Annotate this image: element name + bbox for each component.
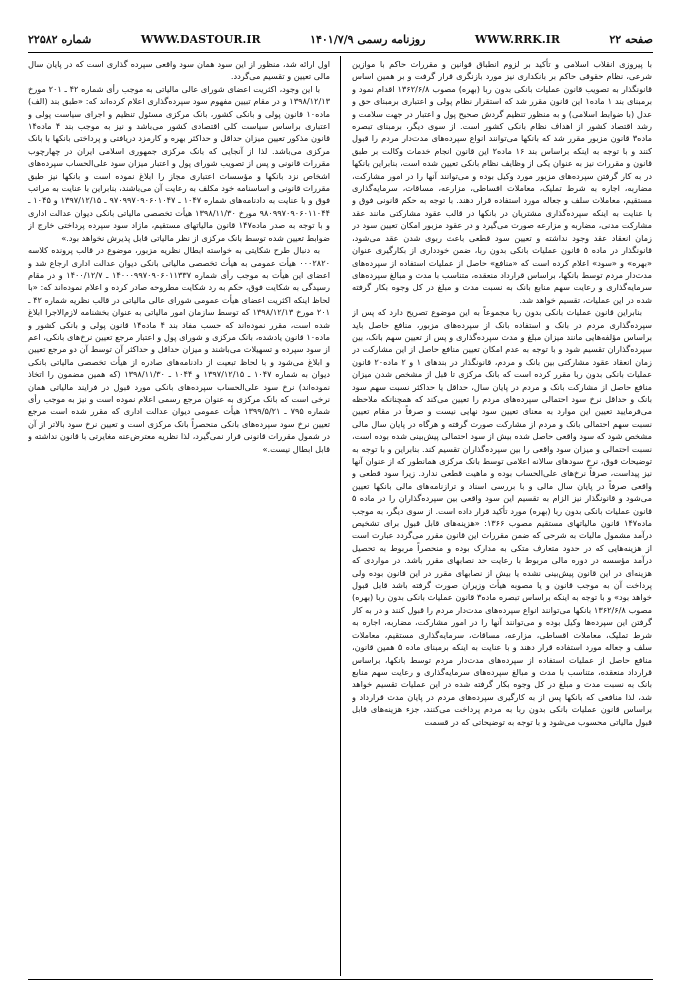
- page-header: [28, 28, 653, 50]
- paragraph: با این وجود، اکثریت اعضای شورای عالی مالیاتی به موجب رأی شماره ۴۲ ـ ۲۰۱ مورخ ۱۳۹۸/۱۲/۱۳ و در مقام تبیین مفهوم سود سپرده‌گذاری اعلام کرده‌اند که: «طبق بند (الف) ماده۱۰ قانون پولی و بانکی کشور، بانک مرکزی مسئول تنظیم و اجرای سیاست پولی و اعتباری براساس سیاست کلی اقتصادی کشور می‌باشد و نیز به موجب بند ۴ ماده۱۴ قانون مذکور تعیین میزان حداقل و حداکثر بهره و کارمزد دریافتی و پرداختی بانکها با بانک مرکزی می‌باشد. لذا از آنجایی که بانک مرکزی جمهوری اسلامی ایران در چهارچوب مقررات قانونی و پس از تصویب شورای پول و اعتبار میزان سود علی‌الحساب سپرده‌های اشخاص نزد بانکها و مؤسسات اعتباری مجاز را ابلاغ نموده است و بانکها نیز طبق مقررات قانونی و اساسنامه خود مکلف به رعایت آن می‌باشند، بنابراین با عنایت به مراتب فوق و با عنایت به دادنامه‌های شماره ۱۰۴۷ ـ ۹۷۰۹۹۷۰۹۰۶۰۱۰۴۷ ـ ۱۳۹۷/۱۲/۱۵ و ۱۰۴۵ ـ ۹۸۰۹۹۷۰۹۰۶۰۱۱۰۴۴ مورخ ۱۳۹۸/۱۱/۳۰ هیأت تخصصی مالیاتی بانکی دیوان عدالت اداری و با توجه به صدر ماده۱۴۷ قانون مالیاتهای مستقیم، مازاد سود سپرده پرداختی خارج از ضوابط تعیین شده توسط بانک مرکزی از نظر مالیاتی قابل پذیرش نخواهد بود.»: [28, 83, 330, 243]
- site-link-right[interactable]: WWW.RRK.IR: [474, 32, 560, 46]
- paragraph: به دنبال طرح شکایتی به خواسته ابطال نظریه مزبور، موضوع در قالب پرونده کلاسه ۰۰۰۲۸۲۰ هیأت عمومی به هیأت تخصصی مالیاتی بانکی دیوان عدالت اداری ارجاع شد و اعضای این هیأت به موجب رأی شماره ۱۴۰۰۰۹۹۷۰۹۰۶۰۱۱۳۳۷ ـ ۱۴۰۰/۱۲/۷ و در مقام رسیدگی به شکایت فوق، حکم به رد شکایت مطروحه صادر کرده و اعلام نموده‌اند که: «با لحاظ اینکه اکثریت اعضای هیأت عمومی شورای عالی مالیاتی در قالب نظریه شماره ۴۲ ـ ۲۰۱ مورخ ۱۳۹۸/۱۲/۱۳ که توسط سازمان امور مالیاتی به عنوان بخشنامه لازم‌الاجرا ابلاغ شده است، مقرر نموده‌اند که حسب مفاد بند ۴ ماده۱۴ قانون پولی و بانکی کشور و ماده۱۰ قانون یادشده، بانک مرکزی و شورای پول و اعتبار مرجع تعیین نرخ‌های بانکی، اعم از سود سپرده و تسهیلات می‌باشند و میزان حداقل و حداکثر آن توسط آن دو مرجع تعیین و ابلاغ می‌شود و با لحاظ تبعیت از دادنامه‌های صادره از هیأت تخصصی مالیاتی بانکی دیوان به شماره ۱۰۴۷ ـ ۱۳۹۷/۱۲/۱۵ و ۱۰۴۴ ـ ۱۳۹۸/۱۱/۳۰ (که همین مضمون را اتخاذ نموده‌اند) نرخ سود علی‌الحساب سپرده‌های بانکی مورد قبول در فرایند مالیاتی همان نرخی است که بانک مرکزی به عنوان مرجع رسمی اعلام نموده است و نیز به موجب رأی شماره ۷۹۵ ـ ۱۳۹۹/۵/۲۱ هیأت عمومی دیوان عدالت اداری که مقرر شده است مرجع تعیین نرخ سود سپرده‌های بانکی منحصراً بانک مرکزی است و تعیین نرخ سود بالاتر از آن در شمول مقررات قانونی قرار نمی‌گیرد، لذا نظریه معترض‌عنه مغایرتی با قانون نداشته و قابل ابطال نیست.»: [28, 245, 330, 454]
- paragraph: اول ارائه شد، منظور از این سود همان سود واقعی سپرده گذاری است که در پایان سال مالی تعیین و تقسیم می‌گردد.: [28, 59, 330, 82]
- footer-divider: [28, 979, 653, 980]
- page-number: صفحه ۲۲: [609, 32, 653, 46]
- paragraph: بنابراین قانون عملیات بانکی بدون ربا مجموعاً به این موضوع تصریح دارد که پس از سپرده‌گذاری مردم در بانک و استفاده بانک از سپرده‌های مزبور، منافع حاصل باید براساس مؤلفه‌هایی مانند میزان مبلغ و مدت سپرده‌گذاری و پس از تعیین سهم بانک، بین سپرده‌گذاران تقسیم شود و با توجه به عدم امکان تعیین منافع حاصل از این مشارکت در زمان انعقاد عقود مشارکتی بین بانک و مردم، قانونگذار در بندهای ۱ و ۲ ماده۲۰ قانون عملیات بانکی بدون ربا مقرر کرده است که بانک مرکزی تا قبل از مشخص شدن میزان منافع حاصل از مشارکت بانک و مردم در پایان سال، حداقل یا حداکثر نسبت سهم سود بانک و حداقل نرخ سود احتمالی سپرده‌های مردم را تعیین می‌کند که همچنانکه ملاحظه می‌فرمایید تعیین این موارد به معنای تعیین سود نهایی نیست و صرفاً در مقام تعیین نسبت سهم احتمالی بانک و مردم از مشارکت صورت گرفته و هرگاه در پایان سال مالی مشخص شود که سود واقعی حاصل شده بیش از سود احتمالی پیش‌بینی شده بوده است، نسبت احتمالی و میزان سود واقعی را بین سپرده‌گذاران تقسیم کند. بنابراین و با توجه به توضیحات فوق، نرخ سودهای سالانه اعلامی توسط بانک مرکزی همانطور که از عنوان آنها نیز پیداست، صرفاً نرخ‌های علی‌الحساب بوده و ماهیت قطعی ندارد. زیرا سود قطعی و واقعی صرفاً در پایان سال مالی و با بررسی اسناد و ترازنامه‌های مالی بانکها تعیین می‌شود و قانونگذار نیز الزام به تقسیم این سود واقعی بین سپرده‌گذاران را در ماده ۵ قانون عملیات بانکی بدون ربا (بهره) مورد تأکید قرار داده است. از سوی دیگر، به موجب ماده۱۴۷ قانون مالیاتهای مستقیم مصوب ۱۳۶۶: «هزینه‌های قابل قبول برای تشخیص درآمد مشمول مالیات به شرحی که ضمن مقررات این قانون مقرر می‌گردد عبارت است از هزینه‌هایی که در حدود متعارف متکی به مدارک بوده و منحصراً مربوط به تحصیل درآمد مؤسسه در دوره مالی مربوط با رعایت حد نصابهای مقرر باشد. در مواردی که هزینه‌ای در این قانون پیش‌بینی نشده یا بیش از نصابهای مقرر در این قانون بوده ولی پرداخت آن به موجب قانون و یا مصوبه هیأت وزیران صورت گرفته باشد قابل قبول خواهد بود» و با توجه به اینکه براساس تبصره ماده۳ قانون عملیات بانکی بدون ربا (بهره) مصوب ۱۳۶۲/۶/۸ بانکها می‌توانند انواع سپرده‌های مدت‌دار مردم را قبول کنند و در به کار گرفتن این سپرده‌ها وکیل بوده و می‌توانند آنها را در امور مشارکت، مضاربه، اجاره به شرط تملیک، معاملات اقساطی، مزارعه، مساقات، سرمایه‌گذاری مستقیم، معاملات سلف و جعاله مورد استفاده قرار دهند و با عنایت به اینکه برمبنای ماده ۵ همین قانون، منافع حاصل از عملیات استفاده از سپرده‌های مدت‌دار مردم توسط بانکها، براساس قرارداد منعقده، متناسب با مدت و مبالغ سپرده‌های سرمایه‌گذاری و رعایت سهم منابع بانک به نسبت مدت و مبلغ در کل وجوه بکار گرفته شده در این عملیات تقسیم خواهد شد، لذا منافعی که بانکها پس از به کارگیری سپرده‌های مردم در پایان مدت قرارداد و براساس قانون عملیات بانکی بدون ربا به مردم پرداخت می‌کنند، جزء هزینه‌های قابل قبول مالیاتی محسوب می‌شود و با توجه به توضیحاتی که در قسمت: [352, 307, 652, 727]
- site-link-left[interactable]: WWW.DASTOUR.IR: [140, 32, 261, 46]
- left-column: [28, 58, 330, 976]
- gazette-date: روزنامه رسمی ۱۴۰۱/۷/۹: [310, 32, 426, 46]
- column-divider: [340, 56, 341, 976]
- issue-number: شماره ۲۲۵۸۲: [28, 32, 92, 46]
- right-column: [352, 58, 652, 976]
- paragraph: با پیروزی انقلاب اسلامی و تأکید بر لزوم انطباق قوانین و مقررات حاکم با موازین شرعی، نظام حقوقی حاکم بر بانکداری نیز مورد بازنگری قرار گرفت و بر همین اساس قانونگذار به تصویب قانون عملیات بانکی بدون ربا (بهره) مصوب ۱۳۶۲/۶/۸ اقدام نمود و برمبنای بند ۱ ماده۱ این قانون مقرر شد که استقرار نظام پولی و اعتباری برمبنای حق و عدل (با ضوابط اسلامی) و به منظور تنظیم گردش صحیح پول و اعتبار در جهت سلامت و رشد اقتصاد کشور از اهداف نظام بانکی کشور است. از سوی دیگر، برمبنای تبصره ماده۳ قانون مزبور مقرر شد که بانکها می‌توانند انواع سپرده‌های مدت‌دار مردم را قبول کنند و با توجه به اینکه براساس بند ۱۶ ماده۲ این قانون انجام خدمات وکالت بر طبق قانون و مقررات نیز به عنوان یکی از وظایف نظام بانکی تعیین شده است، بنابراین بانکها در به کار گرفتن سپرده‌های مزبور مورد وکیل بوده و می‌توانند آنها را در امور مشارکت، مضاربه، اجاره به شرط تملیک، معاملات اقساطی، مزارعه، مساقات، سرمایه‌گذاری مستقیم، معاملات سلف و جعاله مورد استفاده قرار دهند. با توجه به حکم قانونی فوق و با عنایت به اینکه سپرده‌گذاری مشتریان در بانکها در قالب عقود مشارکتی مانند عقد مشارکت مدنی، مضاربه و مزارعه صورت می‌گیرد و در عقود مزبور امکان تعیین سود در زمان انعقاد عقد وجود نداشته و تعیین سود قطعی باعث ربوی شدن عقد می‌شود، قانونگذار در ماده ۵ قانون عملیات بانکی بدون ربا، ضمن خودداری از بکارگیری عنوان «بهره» و «سود» اعلام کرده است که «منافع» حاصل از عملیات استفاده از سپرده‌های مدت‌دار مردم توسط بانکها، براساس قرارداد منعقده، متناسب با مدت و مبالغ سپرده‌های سرمایه‌گذاری و رعایت سهم منابع بانک به نسبت مدت و مبلغ در کل وجوه بکار گرفته شده در این عملیات، تقسیم خواهد شد.: [352, 59, 652, 305]
- header-divider: [28, 52, 653, 53]
